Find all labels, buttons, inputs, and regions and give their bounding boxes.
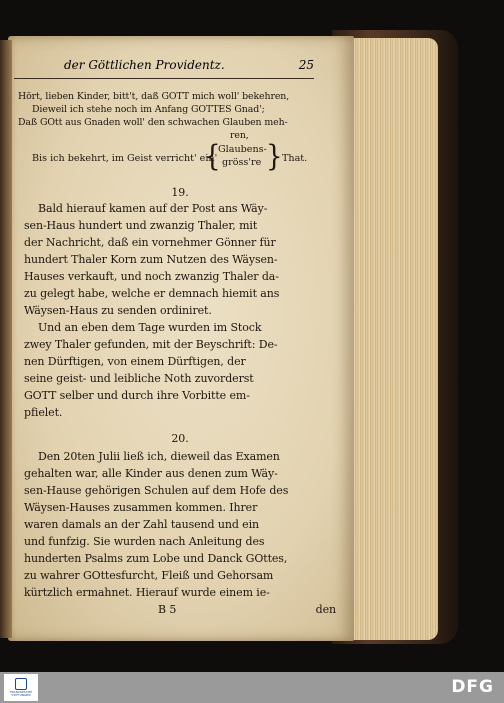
viewer-bottom-bar xyxy=(0,672,504,703)
book-page xyxy=(8,36,354,641)
text-line: nen Dürftigen, von einem Dürftigen, der xyxy=(24,355,246,368)
verse-line: Hört, lieben Kinder, bitt't, daß GOTT mich woll' bekehren, xyxy=(18,91,290,102)
dfg-logo[interactable]: DFG xyxy=(451,677,494,697)
page-number: 25 xyxy=(298,58,314,72)
text-line: hunderten Psalms zum Lobe und Danck GOttes, xyxy=(24,552,288,565)
verse-line: Daß GOtt aus Gnaden woll' den schwachen Glauben meh- xyxy=(18,117,288,128)
catchword: den xyxy=(315,603,336,616)
brace-close: } xyxy=(266,140,283,174)
page-edges xyxy=(346,38,438,640)
verse-line: Bis ich bekehrt, im Geist verricht' ein' xyxy=(32,153,218,164)
verse-line: That. xyxy=(282,153,308,164)
text-line: pfielet. xyxy=(24,406,63,419)
running-title: der Göttlichen Providentz. xyxy=(64,58,225,72)
verse-line: Dieweil ich stehe noch im Anfang GOTTES Gnad'; xyxy=(32,104,265,115)
text-line: der Nachricht, daß ein vornehmer Gönner für xyxy=(24,236,276,249)
page-footer xyxy=(24,603,336,616)
text-line: Bald hierauf kamen auf der Post ans Wäy- xyxy=(38,202,268,215)
verse-line: ren, xyxy=(230,130,249,141)
text-line: zu wahrer GOttesfurcht, Fleiß und Gehorsam xyxy=(24,569,274,582)
text-line: seine geist- und leibliche Noth zuvorderst xyxy=(24,372,254,385)
signature-mark: B 5 xyxy=(158,603,177,616)
text-line: gehalten war, alle Kinder aus denen zum Wäy- xyxy=(24,467,278,480)
text-line: Und an eben dem Tage wurden im Stock xyxy=(38,321,262,334)
text-line: hundert Thaler Korn zum Nutzen des Wäysen- xyxy=(24,253,278,266)
brace-option: Glaubens- xyxy=(218,144,267,155)
text-line: Den 20ten Julii ließ ich, dieweil das Examen xyxy=(38,450,280,463)
text-line: Wäysen-Hauses zusammen kommen. Ihrer xyxy=(24,501,258,514)
text-line: sen-Hause gehörigen Schulen auf dem Hofe des xyxy=(24,484,289,497)
text-line: Hauses verkauft, und noch zwanzig Thaler da- xyxy=(24,270,279,283)
text-line: Wäysen-Haus zu senden ordiniret. xyxy=(24,304,212,317)
brace-open: { xyxy=(204,140,221,174)
text-line: GOTT selber und durch ihre Vorbitte em- xyxy=(24,389,250,402)
page-header xyxy=(64,58,314,72)
text-line: zu gelegt habe, welche er demnach hiemit ans xyxy=(24,287,280,300)
verse-brace-line xyxy=(22,142,338,176)
brace-option: gröss're xyxy=(222,157,262,168)
franckesche-logo[interactable] xyxy=(4,674,38,701)
text-line: und funfzig. Sie wurden nach Anleitung des xyxy=(24,535,265,548)
text-line: zwey Thaler gefunden, mit der Beyschrift: De- xyxy=(24,338,278,351)
section-number: 20. xyxy=(171,432,189,445)
logo-text: FRANCKESCHE STIFTUNGEN xyxy=(9,689,33,697)
text-line: sen-Haus hundert und zwanzig Thaler, mit xyxy=(24,219,258,232)
logo-icon xyxy=(15,678,27,690)
text-line: waren damals an der Zahl tausend und ein xyxy=(24,518,259,531)
section-number: 19. xyxy=(171,186,189,199)
header-rule xyxy=(14,78,314,79)
binding-edge xyxy=(0,40,12,638)
text-line: kürtzlich ermahnet. Hierauf wurde einem ie- xyxy=(24,586,270,599)
